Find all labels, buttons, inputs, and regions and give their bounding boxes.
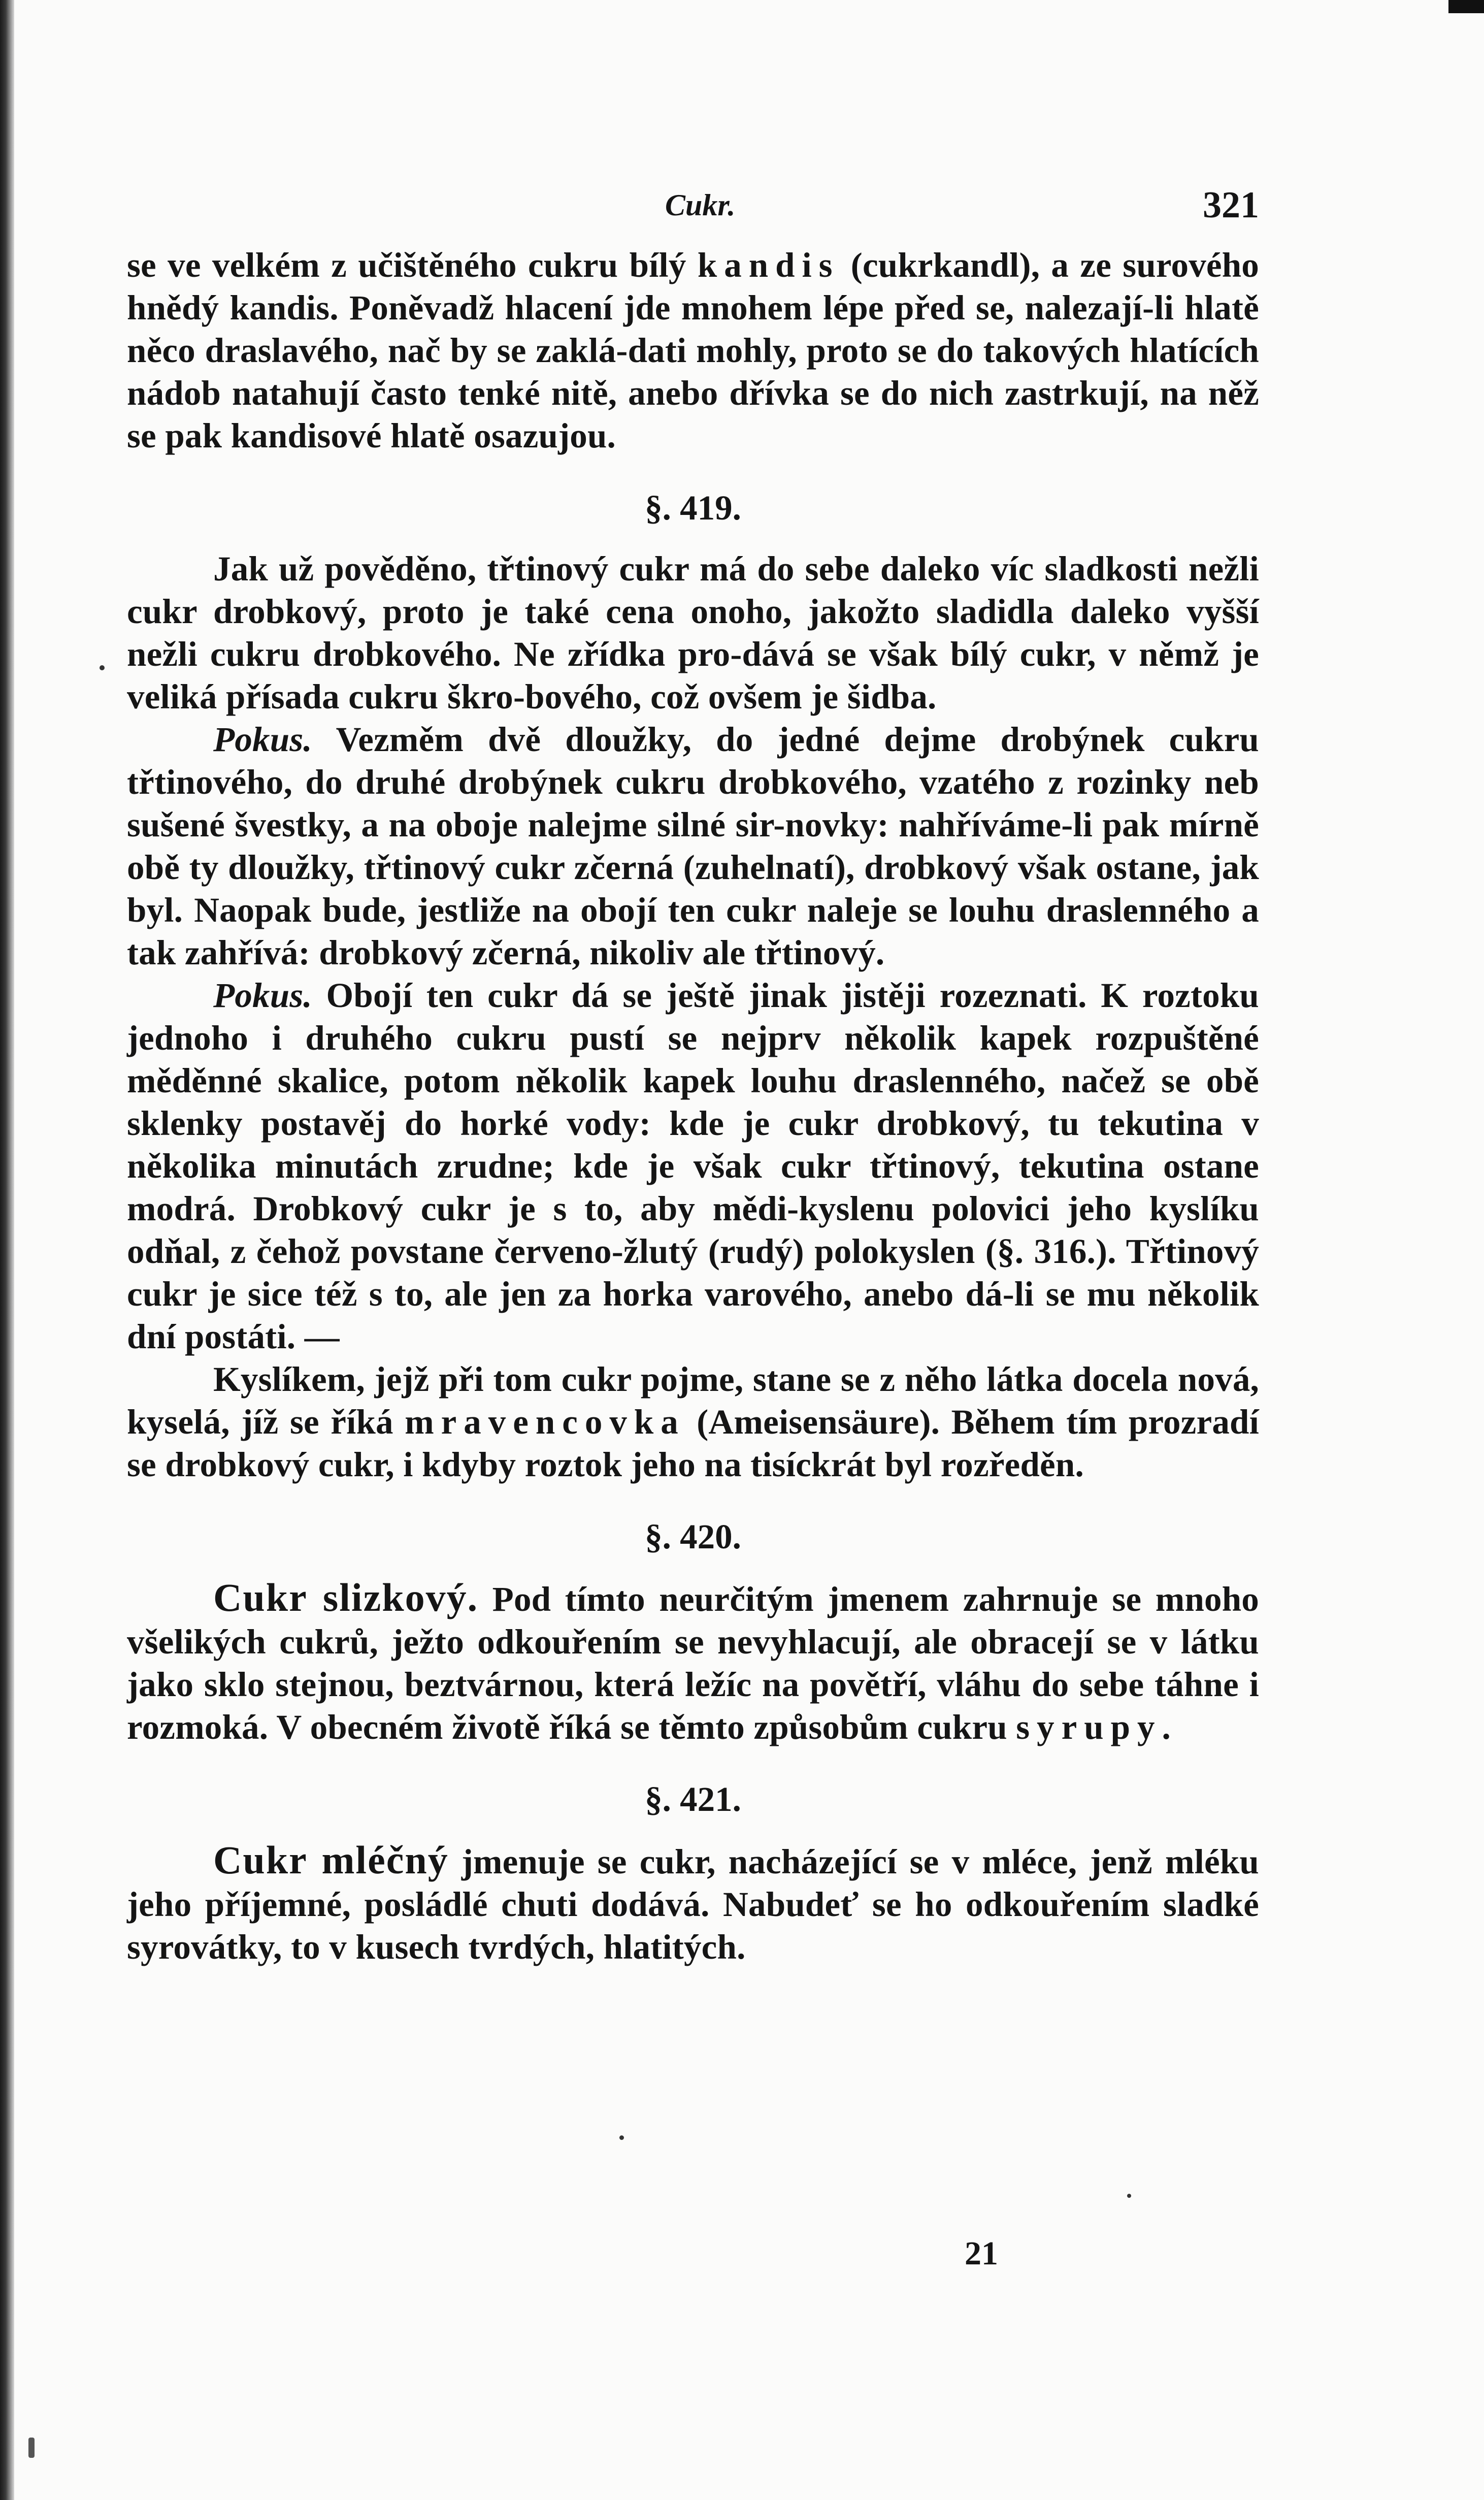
paragraph-kyslikem: [127, 1358, 1259, 1486]
text-run: jmenuje se cukr, nacházející se v mléce, jenž mléku jeho příjemné, posládlé chuti dodává. Nabudeť se ho odkouřením sladké syrovátky, to v kusech tvrdých, hlatitých.: [127, 1842, 1259, 1966]
corner-mark: [1448, 0, 1484, 13]
pokus-label: Pokus.: [213, 720, 312, 759]
print-speck: [100, 665, 105, 670]
text-run: Obojí ten cukr dá se ještě jinak jistěji rozeznati. K roztoku jednoho i druhého cukru pustí se nejprv několik kapek rozpuštěné měděnné skalice, potom několik kapek louhu draslenného, načež se obě sklenky postavěj do horké vody: kde je cukr drobkový, tu tekutina v několika minutách zrudne; kde je však cukr třtinový, tekutina ostane modrá. Drobkový cukr je s to, aby mědi-kyslenu polovici jeho kyslíku odňal, z čehož povstane červeno-žlutý (rudý) polokyslen (§. 316.). Třtinový cukr je sice též s to, ale jen za horka varového, anebo dá-li se mu několik dní postáti. —: [127, 976, 1259, 1356]
spaced-term: kandis: [697, 246, 840, 284]
section-heading-421: §. 421.: [645, 1780, 741, 1819]
text-run: (cukrkandl), a ze surového hnědý kandis. Poněvadž hlacení jde mnohem lépe před se, nalezají-li hlatě něco draslavého, nač by se zaklá-dati mohly, proto se do takových hlatících nádob natahují často tenké nitě, anebo dřívka se do nich zastrkují, na něž se pak kandisové hlatě osazujou.: [127, 246, 1259, 455]
print-speck: [1127, 2194, 1131, 2198]
paragraph-cukr-slizkovy: [127, 1576, 1259, 1748]
section-heading-420: §. 420.: [645, 1517, 741, 1556]
spaced-term: mravencovka: [405, 1403, 685, 1441]
text-run: se ve velkém z učištěného cukru bílý: [127, 246, 698, 284]
text-run: .: [1162, 1708, 1171, 1746]
section-heading-419: §. 419.: [645, 489, 741, 527]
binding-edge: [0, 0, 14, 2500]
print-speck: [28, 2438, 35, 2458]
paragraph-pokus-2: [127, 974, 1259, 1358]
page-number: 321: [1203, 184, 1259, 226]
running-head-title: Cukr.: [665, 188, 736, 222]
text-run: Pod tímto neurčitým jmenem zahrnuje se mnoho všelikých cukrů, ježto odkouřením se nevyhlacují, ale obracejí se v látku jako sklo stejnou, beztvárnou, která ležíc na povětří, vláhu do sebe táhne i rozmoká. V obecném životě říká se těmto způsobům cukru: [127, 1580, 1259, 1746]
print-speck: [619, 2135, 624, 2140]
text-run: Vezměm dvě dloužky, do jedné dejme drobýnek cukru třtinového, do druhé drobýnek cukru drobkového, vzatého z rozinky neb sušené švestky, a na oboje nalejme silné sir-novky: nahříváme-li pak mírně obě ty dloužky, třtinový cukr zčerná (zuhelnatí), drobkový však ostane, jak byl. Naopak bude, jestliže na obojí ten cukr naleje se louhu draslenného a tak zahřívá: drobkový zčerná, nikoliv ale třtinový.: [127, 720, 1259, 972]
text-run: (Ameisensäure). Během tím prozradí se drobkový cukr, i kdyby roztok jeho na tisíckrát byl rozředěn.: [127, 1403, 1259, 1484]
term-heading: Cukr mléčný: [213, 1838, 449, 1882]
spaced-term: syrupy: [1016, 1708, 1162, 1746]
signature-mark: 21: [965, 2235, 998, 2272]
paragraph-kandis: [127, 244, 1259, 457]
text-column: [127, 184, 1259, 1968]
paragraph-cukr-mlecny: [127, 1839, 1259, 1968]
paragraph-pokus-1: [127, 718, 1259, 974]
pokus-label: Pokus.: [213, 976, 312, 1015]
paragraph-sladkost: Jak už pověděno, třtinový cukr má do sebe daleko víc sladkosti nežli cukr drobkový, proto je také cena onoho, jakožto sladidla daleko vyšší nežli cukru drobkového. Ne zřídka pro-dává se však bílý cukr, v němž je veliká přísada cukru škro-bového, což ovšem je šidba.: [127, 549, 1259, 716]
text-run: Kyslíkem, jejž při tom cukr pojme, stane se z něho látka docela nová, kyselá, jíž se říká: [127, 1360, 1259, 1441]
running-head: [127, 184, 1259, 244]
term-heading: Cukr slizkový.: [213, 1575, 479, 1619]
